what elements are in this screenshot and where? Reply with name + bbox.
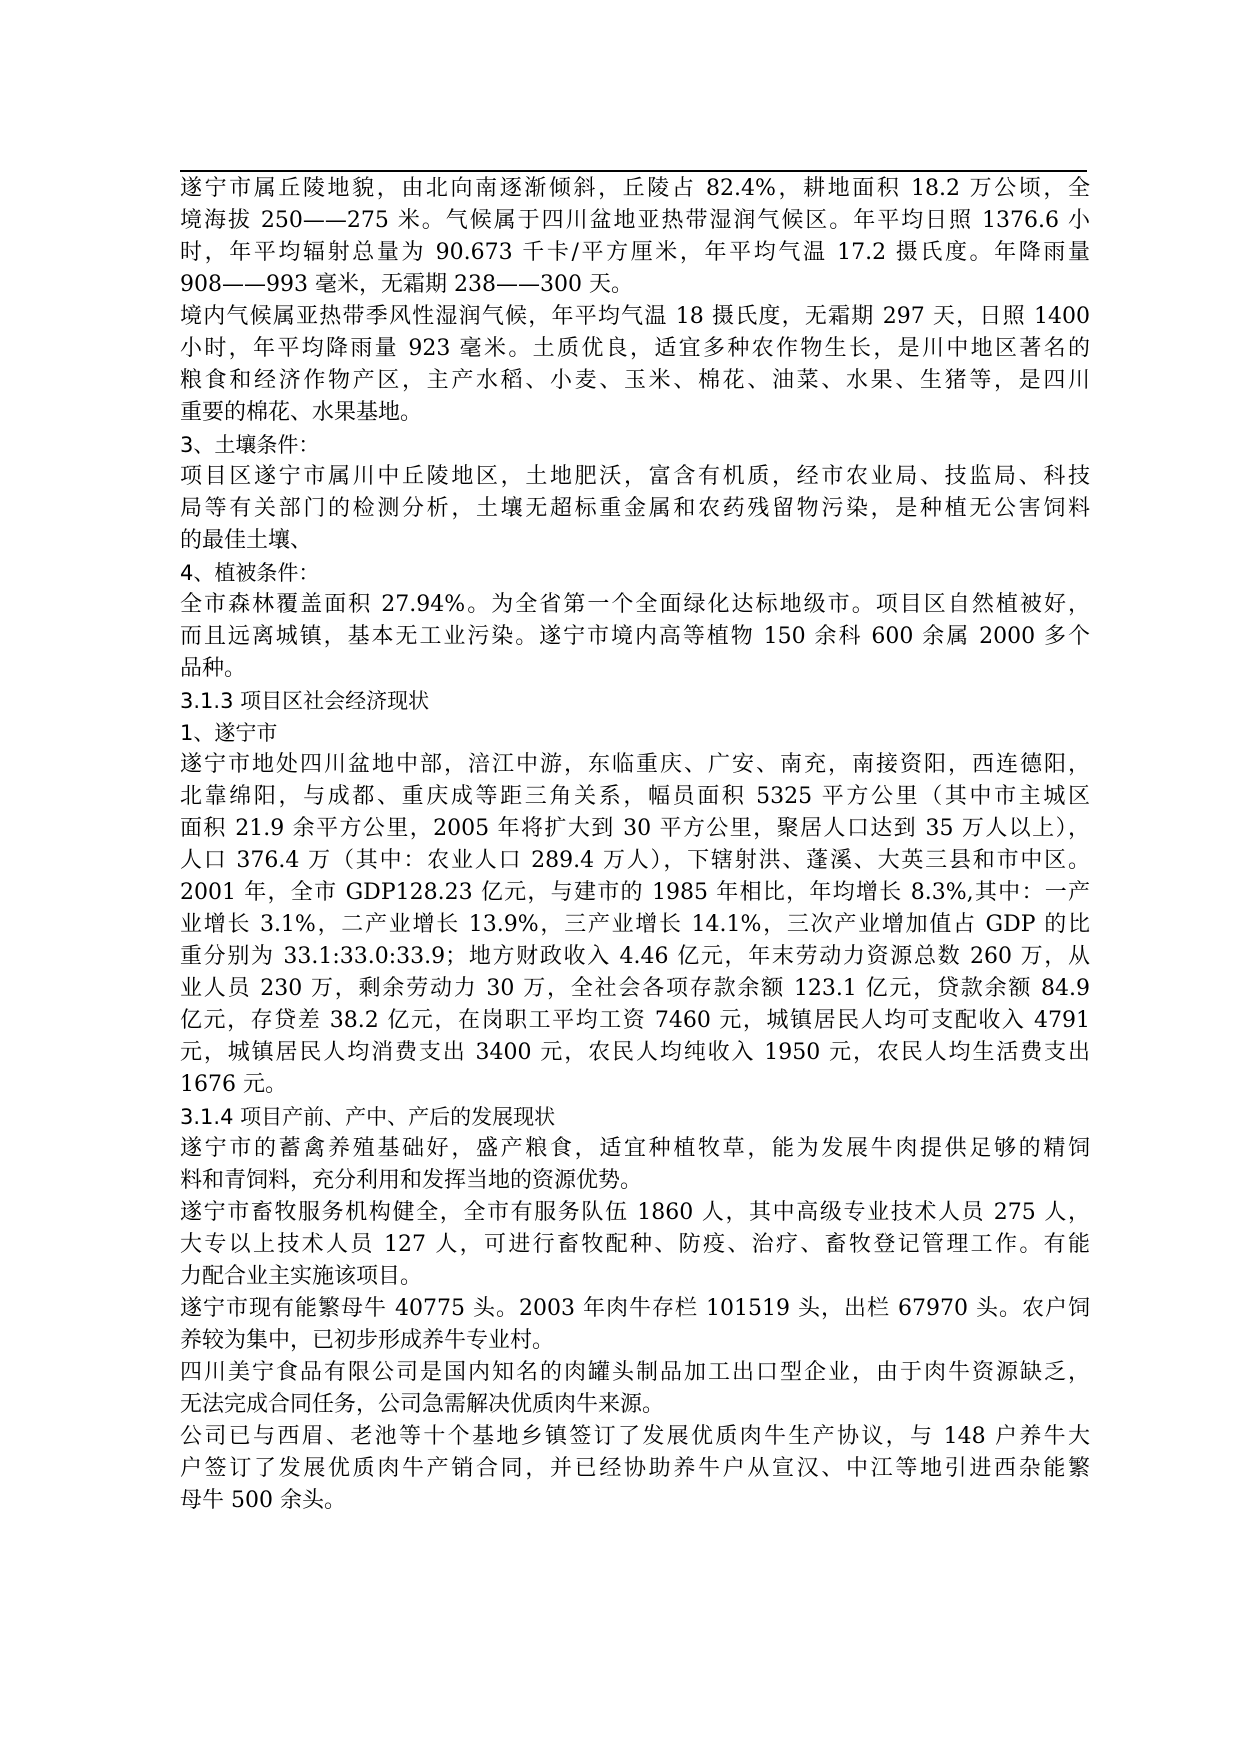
text-line: 品种。 — [180, 656, 247, 681]
document-body — [180, 173, 1090, 1517]
text-line: 4、植被条件： — [180, 561, 320, 585]
text-line: 户签订了发展优质肉牛产销合同，并已经协助养牛户从宣汉、中江等地引进西杂能繁 — [180, 1456, 1090, 1481]
text-line: 重分别为 33.1:33.0:33.9；地方财政收入 4.46 亿元，年末劳动力资源总数 260 万，从 — [180, 944, 1090, 969]
text-line: 遂宁市地处四川盆地中部，涪江中游，东临重庆、广安、南充，南接资阳，西连德阳， — [180, 752, 1090, 777]
text-line: 北靠绵阳，与成都、重庆成等距三角关系，幅员面积 5325 平方公里（其中市主城区 — [180, 784, 1090, 809]
text-line: 四川美宁食品有限公司是国内知名的肉罐头制品加工出口型企业，由于肉牛资源缺乏， — [180, 1360, 1090, 1385]
text-line: 遂宁市的蓄禽养殖基础好，盛产粮食，适宜种植牧草，能为发展牛肉提供足够的精饲 — [180, 1136, 1090, 1161]
text-line: 境海拔 250——275 米。气候属于四川盆地亚热带湿润气候区。年平均日照 1376.6 小 — [180, 208, 1090, 233]
text-line: 养较为集中，已初步形成养牛专业村。 — [180, 1328, 555, 1353]
paragraph — [180, 301, 1090, 429]
text-line: 遂宁市畜牧服务机构健全，全市有服务队伍 1860 人，其中高级专业技术人员 275 人， — [180, 1200, 1090, 1225]
text-line: 力配合业主实施该项目。 — [180, 1264, 423, 1289]
text-line: 遂宁市现有能繁母牛 40775 头。2003 年肉牛存栏 101519 头，出栏 67970 头。农户饲 — [180, 1296, 1090, 1321]
text-line: 遂宁市属丘陵地貌，由北向南逐渐倾斜，丘陵占 82.4%，耕地面积 18.2 万公顷，全 — [180, 176, 1090, 201]
paragraph — [180, 1197, 1090, 1293]
text-line: 2001 年，全市 GDP128.23 亿元，与建市的 1985 年相比，年均增长 8.3%,其中：一产 — [180, 880, 1090, 905]
text-line: 元，城镇居民人均消费支出 3400 元，农民人均纯收入 1950 元，农民人均生活费支出 — [180, 1040, 1090, 1065]
text-line: 小时，年平均降雨量 923 毫米。土质优良，适宜多种农作物生长，是川中地区著名的 — [180, 336, 1090, 361]
text-line: 项目区遂宁市属川中丘陵地区，土地肥沃，富含有机质，经市农业局、技监局、科技 — [180, 464, 1090, 489]
section-heading — [180, 429, 1090, 461]
section-heading — [180, 1101, 1090, 1133]
section-heading — [180, 557, 1090, 589]
text-line: 时，年平均辐射总量为 90.673 千卡/平方厘米，年平均气温 17.2 摄氏度。年降雨量 — [180, 240, 1090, 265]
header-rule — [180, 170, 1087, 172]
text-line: 业增长 3.1%，二产业增长 13.9%，三产业增长 14.1%，三次产业增加值占 GDP 的比 — [180, 912, 1090, 937]
paragraph — [180, 1357, 1090, 1421]
text-line: 1676 元。 — [180, 1072, 287, 1097]
section-heading — [180, 717, 1090, 749]
paragraph — [180, 1293, 1090, 1357]
text-line: 局等有关部门的检测分析，土壤无超标重金属和农药残留物污染，是种植无公害饲料 — [180, 496, 1090, 521]
text-line: 母牛 500 余头。 — [180, 1488, 346, 1513]
text-line: 全市森林覆盖面积 27.94%。为全省第一个全面绿化达标地级市。项目区自然植被好， — [180, 592, 1090, 617]
text-line: 面积 21.9 余平方公里，2005 年将扩大到 30 平方公里，聚居人口达到 35 万人以上）， — [180, 816, 1090, 841]
paragraph — [180, 1421, 1090, 1517]
text-line: 人口 376.4 万（其中：农业人口 289.4 万人），下辖射洪、蓬溪、大英三县和市中区。 — [180, 848, 1090, 873]
text-line: 重要的棉花、水果基地。 — [180, 400, 423, 425]
section-heading — [180, 685, 1090, 717]
text-line: 无法完成合同任务，公司急需解决优质肉牛来源。 — [180, 1392, 665, 1417]
text-line: 3.1.4 项目产前、产中、产后的发展现状 — [180, 1105, 556, 1129]
paragraph — [180, 1133, 1090, 1197]
paragraph — [180, 173, 1090, 301]
text-line: 的最佳土壤、 — [180, 528, 313, 553]
text-line: 而且远离城镇，基本无工业污染。遂宁市境内高等植物 150 余科 600 余属 2000 多个 — [180, 624, 1090, 649]
text-line: 亿元，存贷差 38.2 亿元，在岗职工平均工资 7460 元，城镇居民人均可支配收入 4791 — [180, 1008, 1090, 1033]
text-line: 业人员 230 万，剩余劳动力 30 万，全社会各项存款余额 123.1 亿元，贷款余额 84.9 — [180, 976, 1090, 1001]
text-line: 公司已与西眉、老池等十个基地乡镇签订了发展优质肉牛生产协议，与 148 户养牛大 — [180, 1424, 1090, 1449]
paragraph — [180, 749, 1090, 1101]
text-line: 3.1.3 项目区社会经济现状 — [180, 689, 430, 713]
text-line: 1、遂宁市 — [180, 721, 278, 745]
text-line: 3、土壤条件： — [180, 433, 320, 457]
text-line: 境内气候属亚热带季风性湿润气候，年平均气温 18 摄氏度，无霜期 297 天，日照 1400 — [180, 304, 1090, 329]
paragraph — [180, 461, 1090, 557]
text-line: 908——993 毫米，无霜期 238——300 天。 — [180, 272, 633, 297]
text-line: 料和青饲料，充分利用和发挥当地的资源优势。 — [180, 1168, 643, 1193]
paragraph — [180, 589, 1090, 685]
text-line: 大专以上技术人员 127 人，可进行畜牧配种、防疫、治疗、畜牧登记管理工作。有能 — [180, 1232, 1090, 1257]
text-line: 粮食和经济作物产区，主产水稻、小麦、玉米、棉花、油菜、水果、生猪等，是四川 — [180, 368, 1090, 393]
